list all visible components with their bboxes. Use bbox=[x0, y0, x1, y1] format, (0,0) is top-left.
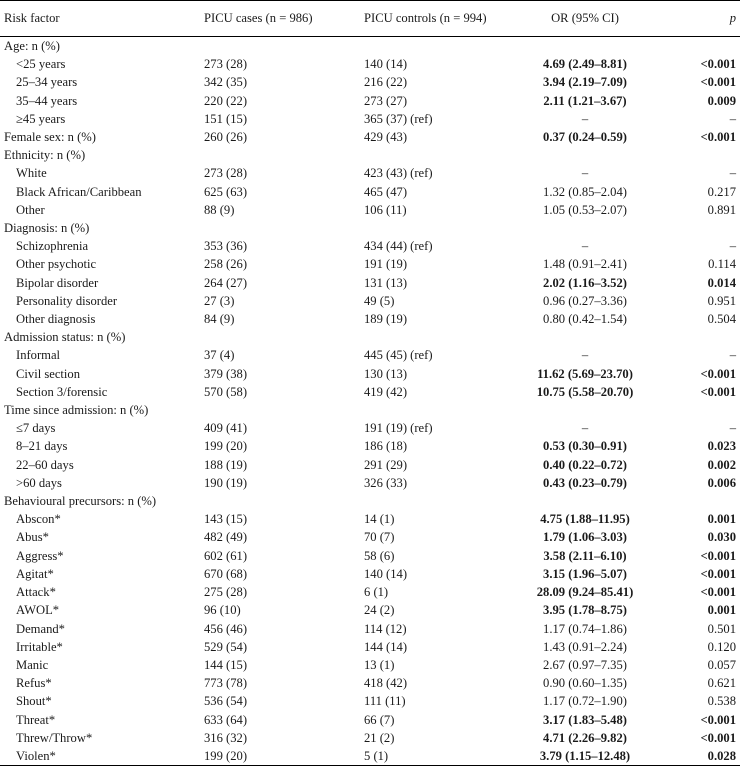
p-value-cell: <0.001 bbox=[700, 130, 736, 145]
table-row bbox=[0, 201, 740, 219]
table-row bbox=[0, 346, 740, 364]
controls-cell: 465 (47) bbox=[364, 184, 408, 199]
cases-cell: 316 (32) bbox=[204, 730, 248, 745]
table-row bbox=[0, 419, 740, 437]
risk-factor-cell: Aggress* bbox=[16, 548, 64, 563]
controls-cell: 131 (13) bbox=[364, 275, 408, 290]
risk-factor-cell: ≤7 days bbox=[16, 421, 56, 436]
risk-factor-cell: >60 days bbox=[16, 475, 62, 490]
controls-cell: 111 (11) bbox=[364, 694, 406, 709]
risk-factor-cell: White bbox=[16, 166, 47, 181]
p-value-cell: 0.023 bbox=[707, 439, 736, 454]
p-value-cell: 0.006 bbox=[707, 475, 736, 490]
odds-ratio-cell: 1.32 (0.85–2.04) bbox=[543, 184, 627, 199]
risk-factor-cell: Threw/Throw* bbox=[16, 730, 93, 745]
section-label: Behavioural precursors: n (%) bbox=[4, 494, 157, 509]
cases-cell: 258 (26) bbox=[204, 257, 248, 272]
table-row bbox=[0, 92, 740, 110]
odds-ratio-cell: 3.15 (1.96–5.07) bbox=[543, 566, 627, 581]
table-row bbox=[0, 601, 740, 619]
controls-cell: 365 (37) (ref) bbox=[364, 111, 433, 126]
odds-ratio-cell: 0.53 (0.30–0.91) bbox=[543, 439, 627, 454]
controls-cell: 6 (1) bbox=[364, 585, 389, 600]
cases-cell: 602 (61) bbox=[204, 548, 248, 563]
controls-cell: 326 (33) bbox=[364, 475, 408, 490]
risk-factor-cell: <25 years bbox=[16, 57, 66, 72]
odds-ratio-cell: 0.90 (0.60–1.35) bbox=[543, 676, 627, 691]
table-row bbox=[0, 747, 740, 766]
controls-cell: 66 (7) bbox=[364, 712, 395, 727]
table-row bbox=[0, 55, 740, 73]
cases-cell: 570 (58) bbox=[204, 384, 248, 399]
odds-ratio-cell: 1.17 (0.72–1.90) bbox=[543, 694, 627, 709]
table-row bbox=[0, 274, 740, 292]
controls-cell: 49 (5) bbox=[364, 293, 395, 308]
p-value-cell: – bbox=[729, 166, 736, 181]
table-row bbox=[0, 656, 740, 674]
table-row bbox=[0, 437, 740, 455]
p-value-cell: <0.001 bbox=[700, 585, 736, 600]
risk-factor-cell: Shout* bbox=[16, 694, 52, 709]
odds-ratio-cell: 11.62 (5.69–23.70) bbox=[537, 366, 633, 381]
p-value-cell: <0.001 bbox=[700, 730, 736, 745]
table-row bbox=[0, 474, 740, 492]
risk-factor-cell: Violen* bbox=[16, 748, 56, 763]
risk-factor-cell: Attack* bbox=[16, 585, 56, 600]
controls-cell: 429 (43) bbox=[364, 130, 408, 145]
p-value-cell: – bbox=[729, 348, 736, 363]
risk-factor-cell: Threat* bbox=[16, 712, 56, 727]
cases-cell: 264 (27) bbox=[204, 275, 248, 290]
odds-ratio-cell: 1.79 (1.06–3.03) bbox=[543, 530, 627, 545]
table-header-row bbox=[0, 1, 740, 37]
controls-cell: 419 (42) bbox=[364, 384, 408, 399]
section-label: Age: n (%) bbox=[4, 39, 60, 53]
odds-ratio-cell: – bbox=[581, 166, 589, 181]
header-controls: PICU controls (n = 994) bbox=[364, 11, 487, 25]
p-value-cell: 0.002 bbox=[707, 457, 736, 472]
cases-cell: 342 (35) bbox=[204, 75, 248, 90]
controls-cell: 191 (19) bbox=[364, 257, 408, 272]
risk-factor-cell: Personality disorder bbox=[16, 293, 118, 308]
odds-ratio-cell: 1.17 (0.74–1.86) bbox=[543, 621, 627, 636]
cases-cell: 96 (10) bbox=[204, 603, 241, 618]
p-value-cell: <0.001 bbox=[700, 548, 736, 563]
controls-cell: 434 (44) (ref) bbox=[364, 239, 433, 254]
table-row bbox=[0, 638, 740, 656]
p-value-cell: <0.001 bbox=[700, 384, 736, 399]
section-header-row bbox=[0, 219, 740, 237]
p-value-cell: 0.028 bbox=[707, 748, 736, 763]
controls-cell: 114 (12) bbox=[364, 621, 407, 636]
risk-factor-cell: Abscon* bbox=[16, 512, 61, 527]
cases-cell: 273 (28) bbox=[204, 166, 248, 181]
p-value-cell: – bbox=[729, 111, 736, 126]
header-or-ci: OR (95% CI) bbox=[551, 11, 619, 25]
odds-ratio-cell: 10.75 (5.58–20.70) bbox=[536, 384, 634, 399]
risk-factor-cell: Demand* bbox=[16, 621, 65, 636]
odds-ratio-cell: 1.43 (0.91–2.24) bbox=[543, 639, 627, 654]
odds-ratio-cell: 4.71 (2.26–9.82) bbox=[543, 730, 627, 745]
odds-ratio-cell: – bbox=[581, 421, 589, 436]
odds-ratio-cell: 0.37 (0.24–0.59) bbox=[543, 130, 627, 145]
risk-factor-cell: Female sex: n (%) bbox=[4, 130, 96, 145]
controls-cell: 423 (43) (ref) bbox=[364, 166, 433, 181]
odds-ratio-cell: 4.69 (2.49–8.81) bbox=[543, 57, 627, 72]
controls-cell: 106 (11) bbox=[364, 202, 407, 217]
risk-factor-cell: Other psychotic bbox=[16, 257, 97, 272]
odds-ratio-cell: 3.79 (1.15–12.48) bbox=[539, 748, 631, 763]
cases-cell: 88 (9) bbox=[204, 202, 235, 217]
p-value-cell: <0.001 bbox=[700, 75, 736, 90]
p-value-cell: 0.621 bbox=[707, 676, 736, 691]
risk-factor-cell: Civil section bbox=[16, 366, 81, 381]
table-row bbox=[0, 510, 740, 528]
table-row bbox=[0, 110, 740, 128]
p-value-cell: 0.504 bbox=[707, 312, 736, 327]
table-row bbox=[0, 729, 740, 747]
risk-factor-cell: Abus* bbox=[16, 530, 49, 545]
table-row bbox=[0, 73, 740, 91]
section-label: Ethnicity: n (%) bbox=[4, 148, 86, 163]
odds-ratio-cell: – bbox=[581, 239, 589, 254]
risk-factor-cell: 35–44 years bbox=[16, 93, 78, 108]
cases-cell: 529 (54) bbox=[204, 639, 248, 654]
section-header-row bbox=[0, 492, 740, 510]
controls-cell: 144 (14) bbox=[364, 639, 408, 654]
p-value-cell: 0.001 bbox=[707, 603, 736, 618]
risk-factor-cell: Schizophrenia bbox=[16, 239, 89, 254]
odds-ratio-cell: 2.11 (1.21–3.67) bbox=[543, 93, 627, 108]
odds-ratio-cell: 1.48 (0.91–2.41) bbox=[543, 257, 627, 272]
header-risk-factor: Risk factor bbox=[4, 11, 60, 25]
p-value-cell: – bbox=[729, 239, 736, 254]
odds-ratio-cell: 0.80 (0.42–1.54) bbox=[543, 312, 627, 327]
p-value-cell: 0.114 bbox=[708, 257, 736, 272]
header-cases: PICU cases (n = 986) bbox=[204, 11, 313, 25]
section-label: Time since admission: n (%) bbox=[4, 403, 149, 418]
table-row bbox=[0, 237, 740, 255]
cases-cell: 260 (26) bbox=[204, 130, 248, 145]
cases-cell: 27 (3) bbox=[204, 293, 235, 308]
p-value-cell: 0.217 bbox=[707, 184, 736, 199]
odds-ratio-cell: 2.02 (1.16–3.52) bbox=[543, 275, 627, 290]
cases-cell: 143 (15) bbox=[204, 512, 248, 527]
header-p-value: p bbox=[729, 11, 736, 25]
odds-ratio-cell: – bbox=[581, 348, 589, 363]
p-value-cell: 0.951 bbox=[707, 293, 736, 308]
cases-cell: 633 (64) bbox=[204, 712, 248, 727]
controls-cell: 14 (1) bbox=[364, 512, 395, 527]
section-label: Admission status: n (%) bbox=[4, 330, 126, 345]
cases-cell: 273 (28) bbox=[204, 57, 248, 72]
risk-factor-cell: Section 3/forensic bbox=[16, 384, 108, 399]
odds-ratio-cell: 4.75 (1.88–11.95) bbox=[540, 512, 630, 527]
risk-factor-cell: Manic bbox=[16, 657, 49, 672]
section-header-row bbox=[0, 146, 740, 164]
p-value-cell: <0.001 bbox=[700, 712, 736, 727]
risk-factor-cell: Refus* bbox=[16, 676, 52, 691]
controls-cell: 291 (29) bbox=[364, 457, 408, 472]
risk-factor-cell: 25–34 years bbox=[16, 75, 78, 90]
risk-factor-cell: Irritable* bbox=[16, 639, 63, 654]
controls-cell: 130 (13) bbox=[364, 366, 408, 381]
risk-factor-cell: AWOL* bbox=[16, 603, 60, 618]
controls-cell: 418 (42) bbox=[364, 676, 408, 691]
controls-cell: 24 (2) bbox=[364, 603, 395, 618]
table-row bbox=[0, 456, 740, 474]
controls-cell: 58 (6) bbox=[364, 548, 395, 563]
table-row bbox=[0, 365, 740, 383]
risk-factor-cell: ≥45 years bbox=[16, 111, 66, 126]
section-header-row bbox=[0, 37, 740, 56]
cases-cell: 379 (38) bbox=[204, 366, 248, 381]
controls-cell: 70 (7) bbox=[364, 530, 395, 545]
cases-cell: 625 (63) bbox=[204, 184, 248, 199]
p-value-cell: 0.009 bbox=[707, 93, 736, 108]
controls-cell: 13 (1) bbox=[364, 657, 395, 672]
cases-cell: 37 (4) bbox=[204, 348, 235, 363]
odds-ratio-cell: 3.94 (2.19–7.09) bbox=[543, 75, 627, 90]
risk-factor-cell: 8–21 days bbox=[16, 439, 68, 454]
odds-ratio-cell: 0.96 (0.27–3.36) bbox=[543, 293, 627, 308]
section-header-row bbox=[0, 401, 740, 419]
table-row bbox=[0, 583, 740, 601]
cases-cell: 456 (46) bbox=[204, 621, 248, 636]
cases-cell: 536 (54) bbox=[204, 694, 248, 709]
risk-factor-cell: Agitat* bbox=[16, 566, 54, 581]
table-row bbox=[0, 383, 740, 401]
cases-cell: 144 (15) bbox=[204, 657, 248, 672]
table-row bbox=[0, 528, 740, 546]
p-value-cell: <0.001 bbox=[700, 566, 736, 581]
odds-ratio-cell: 0.43 (0.23–0.79) bbox=[543, 475, 627, 490]
odds-ratio-cell: 0.40 (0.22–0.72) bbox=[543, 457, 627, 472]
risk-factor-cell: Black African/Caribbean bbox=[16, 184, 142, 199]
controls-cell: 5 (1) bbox=[364, 748, 389, 763]
p-value-cell: 0.891 bbox=[707, 202, 736, 217]
controls-cell: 273 (27) bbox=[364, 93, 408, 108]
p-value-cell: 0.057 bbox=[707, 657, 736, 672]
cases-cell: 409 (41) bbox=[204, 421, 248, 436]
cases-cell: 353 (36) bbox=[204, 239, 248, 254]
table-row bbox=[0, 620, 740, 638]
cases-cell: 190 (19) bbox=[204, 475, 248, 490]
cases-cell: 670 (68) bbox=[204, 566, 248, 581]
table-row bbox=[0, 292, 740, 310]
odds-ratio-cell: 1.05 (0.53–2.07) bbox=[543, 202, 627, 217]
controls-cell: 445 (45) (ref) bbox=[364, 348, 433, 363]
odds-ratio-cell: 2.67 (0.97–7.35) bbox=[543, 657, 627, 672]
table-row bbox=[0, 128, 740, 146]
table-body bbox=[0, 37, 740, 766]
p-value-cell: 0.538 bbox=[707, 694, 736, 709]
odds-ratio-cell: 3.17 (1.83–5.48) bbox=[543, 712, 627, 727]
odds-ratio-cell: 3.58 (2.11–6.10) bbox=[543, 548, 627, 563]
cases-cell: 188 (19) bbox=[204, 457, 248, 472]
cases-cell: 482 (49) bbox=[204, 530, 248, 545]
controls-cell: 186 (18) bbox=[364, 439, 408, 454]
cases-cell: 220 (22) bbox=[204, 93, 248, 108]
controls-cell: 216 (22) bbox=[364, 75, 408, 90]
cases-cell: 773 (78) bbox=[204, 676, 248, 691]
controls-cell: 140 (14) bbox=[364, 566, 408, 581]
p-value-cell: 0.014 bbox=[707, 275, 736, 290]
cases-cell: 84 (9) bbox=[204, 312, 235, 327]
table-row bbox=[0, 255, 740, 273]
risk-factor-cell: Bipolar disorder bbox=[16, 275, 99, 290]
p-value-cell: 0.501 bbox=[707, 621, 736, 636]
p-value-cell: <0.001 bbox=[700, 366, 736, 381]
cases-cell: 199 (20) bbox=[204, 439, 248, 454]
risk-factor-cell: Informal bbox=[16, 348, 61, 363]
section-header-row bbox=[0, 328, 740, 346]
risk-factor-cell: Other bbox=[16, 202, 45, 217]
table-row bbox=[0, 711, 740, 729]
risk-factor-cell: 22–60 days bbox=[16, 457, 74, 472]
p-value-cell: 0.001 bbox=[707, 512, 736, 527]
cases-cell: 275 (28) bbox=[204, 585, 248, 600]
cases-cell: 199 (20) bbox=[204, 748, 248, 763]
cases-cell: 151 (15) bbox=[204, 111, 248, 126]
section-label: Diagnosis: n (%) bbox=[4, 221, 90, 236]
controls-cell: 191 (19) (ref) bbox=[364, 421, 433, 436]
controls-cell: 21 (2) bbox=[364, 730, 395, 745]
odds-ratio-cell: 28.09 (9.24–85.41) bbox=[536, 585, 634, 600]
odds-ratio-cell: – bbox=[581, 111, 589, 126]
p-value-cell: <0.001 bbox=[700, 57, 736, 72]
table-row bbox=[0, 310, 740, 328]
controls-cell: 140 (14) bbox=[364, 57, 408, 72]
risk-factor-cell: Other diagnosis bbox=[16, 312, 96, 327]
odds-ratio-cell: 3.95 (1.78–8.75) bbox=[543, 603, 627, 618]
table-row bbox=[0, 674, 740, 692]
p-value-cell: – bbox=[729, 421, 736, 436]
table-row bbox=[0, 547, 740, 565]
table-row bbox=[0, 692, 740, 710]
table-row bbox=[0, 164, 740, 182]
controls-cell: 189 (19) bbox=[364, 312, 408, 327]
table-row bbox=[0, 565, 740, 583]
table-row bbox=[0, 183, 740, 201]
p-value-cell: 0.030 bbox=[707, 530, 736, 545]
p-value-cell: 0.120 bbox=[707, 639, 736, 654]
